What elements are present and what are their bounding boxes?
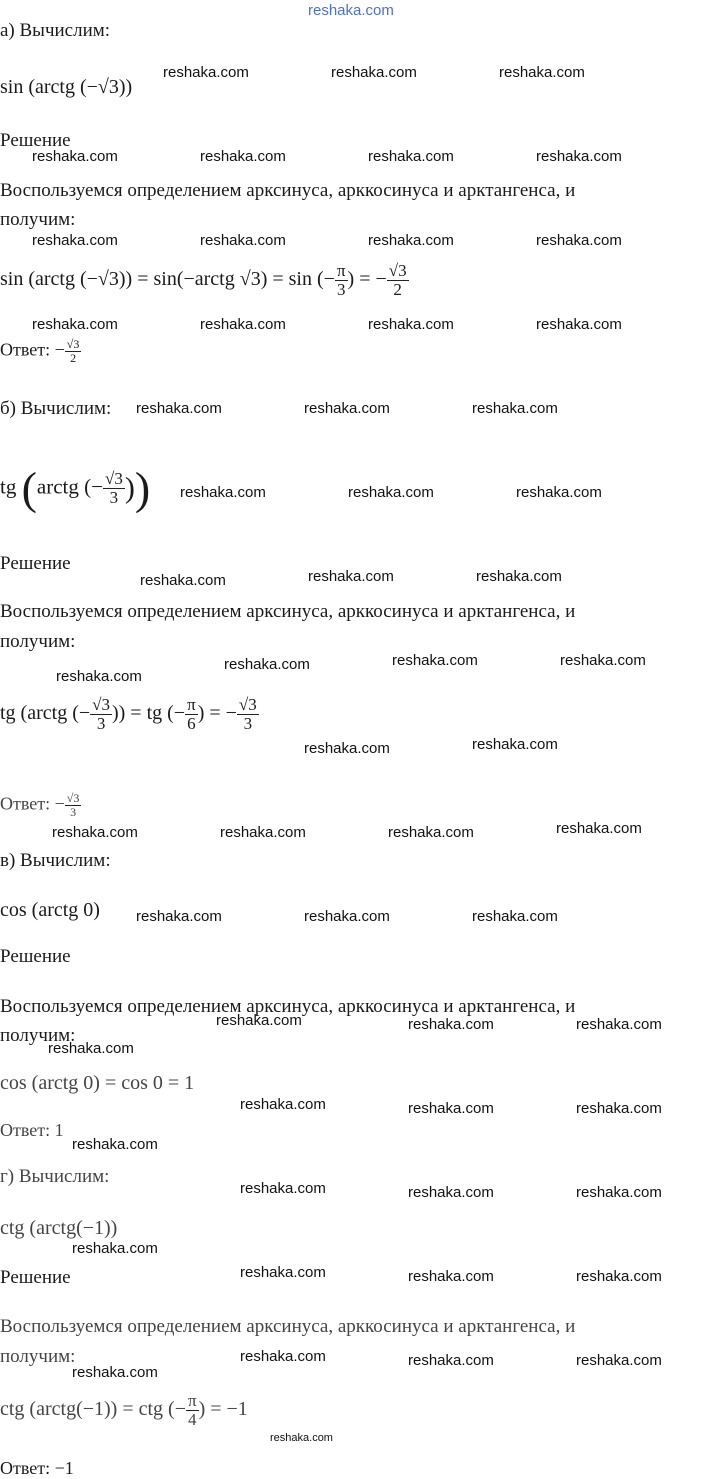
watermark: reshaka.com <box>72 1240 158 1257</box>
watermark: reshaka.com <box>270 1432 333 1444</box>
part-a-text-line2: получим: <box>0 209 76 230</box>
watermark: reshaka.com <box>200 232 286 249</box>
part-d-equation-lhs: ctg (arctg(−1)) = ctg (− <box>0 1398 186 1421</box>
watermark: reshaka.com <box>56 668 142 685</box>
part-d-equation-mid: ) = −1 <box>198 1398 248 1421</box>
right-paren-icon: ) <box>134 462 151 514</box>
watermark: reshaka.com <box>560 652 646 669</box>
watermark: reshaka.com <box>52 824 138 841</box>
fraction-numerator: √3 <box>388 261 407 280</box>
watermark: reshaka.com <box>216 1012 302 1029</box>
watermark: reshaka.com <box>368 148 454 165</box>
part-a-title: а) Вычислим: <box>0 20 111 41</box>
fraction-numerator: π <box>187 1391 197 1410</box>
watermark: reshaka.com <box>140 572 226 589</box>
fraction-denominator: 3 <box>336 280 346 299</box>
part-a-equation-result <box>387 262 409 299</box>
watermark: reshaka.com <box>180 484 266 501</box>
watermark: reshaka.com <box>304 908 390 925</box>
part-d-equation <box>0 1392 248 1429</box>
part-d-equation-fraction <box>186 1392 199 1429</box>
watermark: reshaka.com <box>32 316 118 333</box>
part-c-text-line2: получим: <box>0 1025 76 1046</box>
fraction-numerator: √3 <box>104 469 123 488</box>
watermark: reshaka.com <box>136 400 222 417</box>
fraction-numerator: π <box>336 261 346 280</box>
part-d-text-line1: Воспользуемся определением арксинуса, арккосинуса и арктангенса, и <box>0 1316 576 1337</box>
part-c-solution-label: Решение <box>0 946 71 967</box>
watermark: reshaka.com <box>472 736 558 753</box>
part-d-answer: Ответ: −1 <box>0 1458 74 1478</box>
part-a-equation-mid: ) = − <box>347 268 387 291</box>
part-c-equation: cos (arctg 0) = cos 0 = 1 <box>0 1072 195 1094</box>
header-watermark: reshaka.com <box>308 2 394 19</box>
watermark: reshaka.com <box>472 400 558 417</box>
watermark: reshaka.com <box>308 568 394 585</box>
part-b-equation-mid2: ) = − <box>197 702 237 725</box>
fraction-denominator: 2 <box>393 280 402 299</box>
part-b-equation-result <box>237 696 259 733</box>
part-a-expression: sin (arctg (−√3)) <box>0 76 133 98</box>
watermark: reshaka.com <box>536 148 622 165</box>
fraction-numerator: π <box>187 695 196 714</box>
part-b-equation-fraction <box>185 696 198 733</box>
part-a-equation <box>0 262 409 299</box>
part-b-solution-label: Решение <box>0 553 71 574</box>
part-b-equation-lhs: tg (arctg (− <box>0 702 91 725</box>
watermark: reshaka.com <box>304 400 390 417</box>
watermark: reshaka.com <box>32 148 118 165</box>
watermark: reshaka.com <box>331 64 417 81</box>
watermark: reshaka.com <box>240 1264 326 1281</box>
watermark: reshaka.com <box>576 1016 662 1033</box>
fraction-numerator: √3 <box>238 695 257 714</box>
part-b-expression-inner: arctg (− <box>36 474 103 499</box>
part-b-expression <box>0 462 151 514</box>
watermark: reshaka.com <box>536 316 622 333</box>
part-b-expression-prefix: tg <box>0 474 17 499</box>
watermark: reshaka.com <box>220 824 306 841</box>
watermark: reshaka.com <box>240 1180 326 1197</box>
part-b-equation <box>0 696 259 733</box>
watermark: reshaka.com <box>536 232 622 249</box>
watermark: reshaka.com <box>576 1184 662 1201</box>
part-c-text-line1: Воспользуемся определением арксинуса, арккосинуса и арктангенса, и <box>0 996 576 1017</box>
fraction-numerator: √3 <box>92 695 110 714</box>
watermark: reshaka.com <box>136 908 222 925</box>
watermark: reshaka.com <box>576 1100 662 1117</box>
fraction-denominator: 3 <box>96 714 106 733</box>
watermark: reshaka.com <box>200 148 286 165</box>
fraction-numerator: √3 <box>66 337 80 351</box>
part-a-equation-fraction <box>335 262 348 299</box>
part-c-title: в) Вычислим: <box>0 850 111 871</box>
fraction-numerator: √3 <box>66 791 80 805</box>
part-b-text-line2: получим: <box>0 631 76 652</box>
part-c-answer: Ответ: 1 <box>0 1120 64 1140</box>
watermark: reshaka.com <box>72 1364 158 1381</box>
part-b-answer-label: Ответ: − <box>0 793 65 814</box>
watermark: reshaka.com <box>388 824 474 841</box>
watermark: reshaka.com <box>163 64 249 81</box>
fraction-denominator: 6 <box>187 714 196 733</box>
part-d-text-line2: получим: <box>0 1346 76 1367</box>
watermark: reshaka.com <box>392 652 478 669</box>
part-d-expression: ctg (arctg(−1)) <box>0 1217 118 1239</box>
part-a-answer-label: Ответ: − <box>0 339 65 360</box>
fraction-denominator: 3 <box>109 488 119 507</box>
watermark: reshaka.com <box>556 820 642 837</box>
watermark: reshaka.com <box>304 740 390 757</box>
watermark: reshaka.com <box>368 232 454 249</box>
part-a-text-line1: Воспользуемся определением арксинуса, арккосинуса и арктангенса, и <box>0 180 576 201</box>
part-d-solution-label: Решение <box>0 1267 71 1288</box>
watermark: reshaka.com <box>240 1096 326 1113</box>
part-b-answer <box>0 792 81 819</box>
part-d-title: г) Вычислим: <box>0 1166 110 1187</box>
watermark: reshaka.com <box>576 1352 662 1369</box>
fraction-denominator: 3 <box>243 714 253 733</box>
watermark: reshaka.com <box>408 1100 494 1117</box>
part-b-title: б) Вычислим: <box>0 398 112 419</box>
left-paren-icon: ( <box>21 462 37 514</box>
right-paren-icon: ) <box>124 471 135 505</box>
watermark: reshaka.com <box>200 316 286 333</box>
fraction-denominator: 4 <box>188 1410 197 1429</box>
watermark: reshaka.com <box>224 656 310 673</box>
part-b-equation-mid: )) = tg (− <box>111 702 186 725</box>
watermark: reshaka.com <box>576 1268 662 1285</box>
watermark: reshaka.com <box>472 908 558 925</box>
watermark: reshaka.com <box>408 1016 494 1033</box>
watermark: reshaka.com <box>32 232 118 249</box>
part-b-answer-fraction <box>65 792 82 819</box>
part-c-expression: cos (arctg 0) <box>0 899 100 921</box>
part-a-equation-lhs: sin (arctg (−√3)) = sin(−arctg √3) = sin (− <box>0 268 335 291</box>
watermark: reshaka.com <box>499 64 585 81</box>
part-b-expression-fraction <box>103 470 125 507</box>
part-b-equation-lhs-fraction <box>90 696 112 733</box>
part-b-text-line1: Воспользуемся определением арксинуса, арккосинуса и арктангенса, и <box>0 601 576 622</box>
watermark: reshaka.com <box>516 484 602 501</box>
watermark: reshaka.com <box>48 1040 134 1057</box>
part-a-answer <box>0 338 81 365</box>
watermark: reshaka.com <box>408 1352 494 1369</box>
part-a-solution-label: Решение <box>0 130 71 151</box>
fraction-denominator: 2 <box>70 351 77 365</box>
watermark: reshaka.com <box>368 316 454 333</box>
watermark: reshaka.com <box>408 1268 494 1285</box>
part-a-answer-fraction <box>65 338 82 365</box>
watermark: reshaka.com <box>408 1184 494 1201</box>
watermark: reshaka.com <box>72 1136 158 1153</box>
watermark: reshaka.com <box>476 568 562 585</box>
watermark: reshaka.com <box>240 1348 326 1365</box>
watermark: reshaka.com <box>348 484 434 501</box>
fraction-denominator: 3 <box>70 805 77 819</box>
